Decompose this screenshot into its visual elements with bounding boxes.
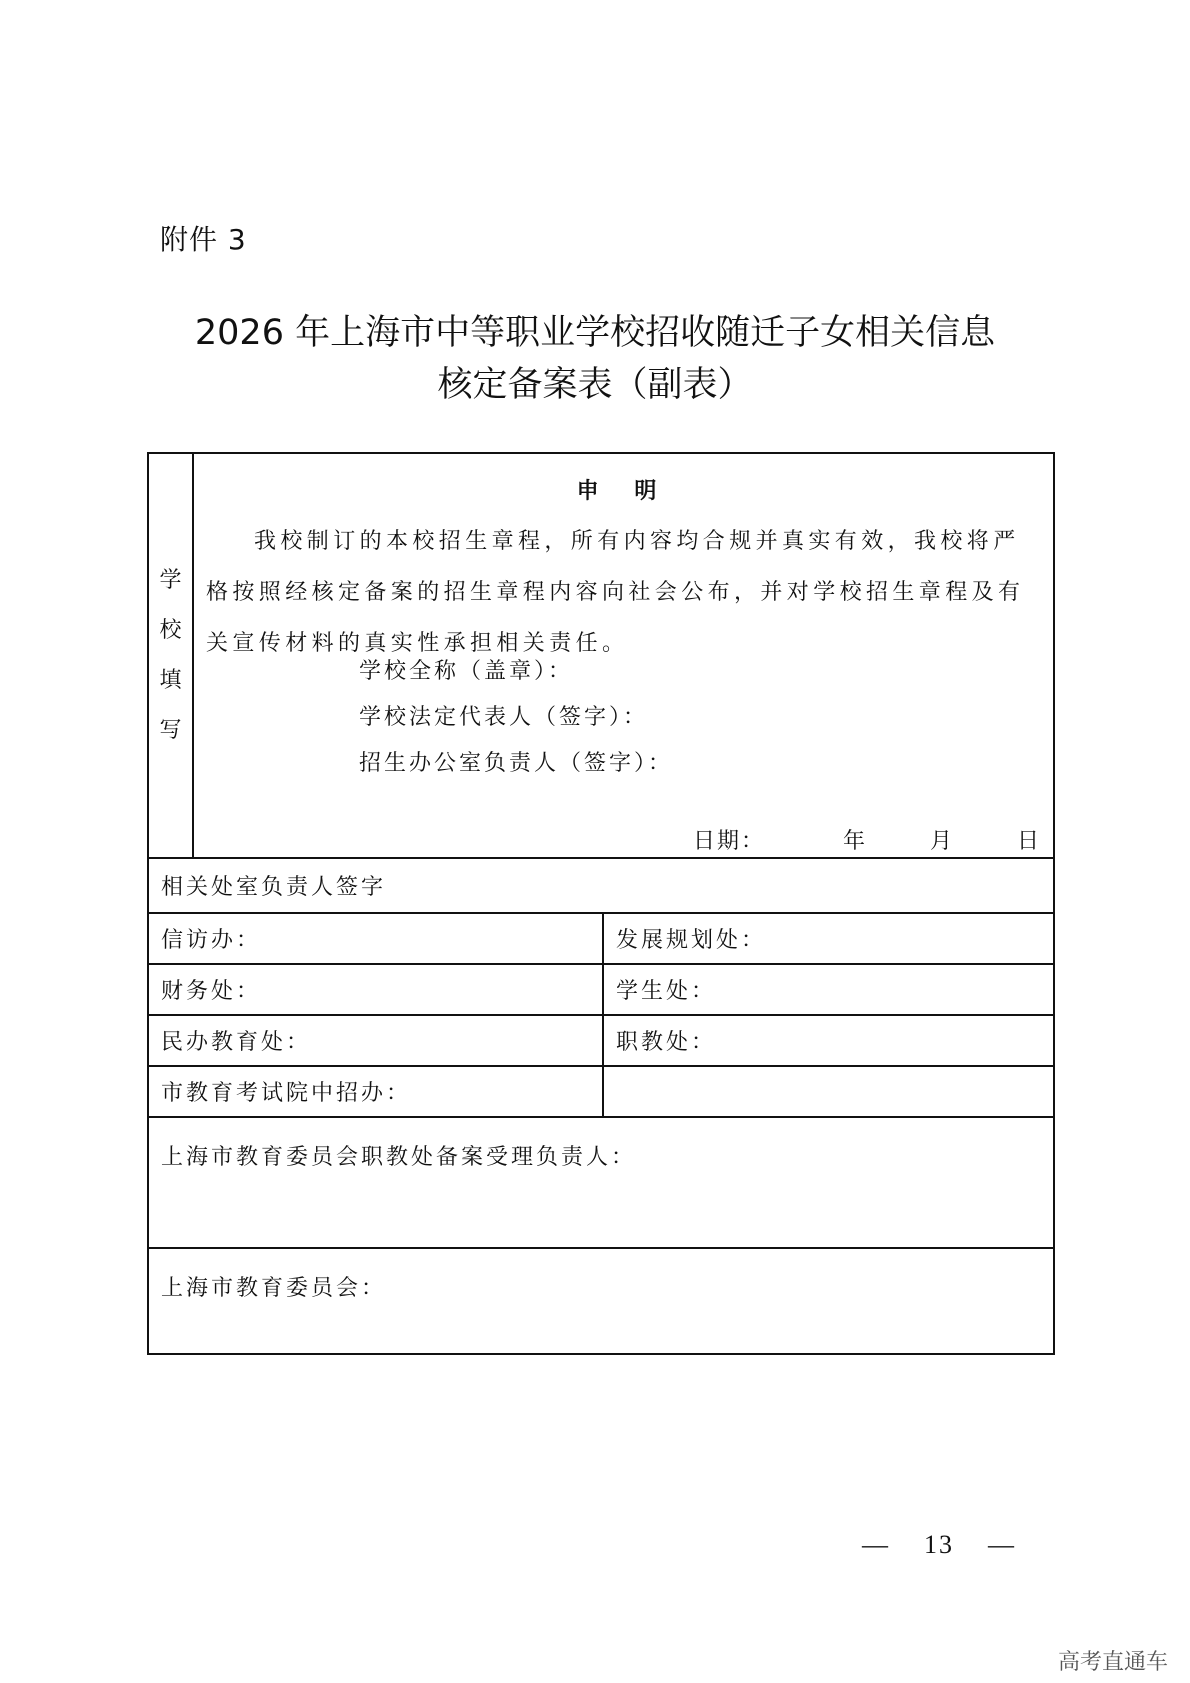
department-row <box>148 1066 1054 1117</box>
commission-row <box>148 1248 1054 1354</box>
document-title-line1: 2026 年上海市中等职业学校招收随迁子女相关信息 <box>194 313 996 353</box>
admissions-head-label: 招生办公室负责人（签字）： <box>359 751 674 776</box>
school-fill-side-label <box>148 453 193 858</box>
department-row <box>148 1015 1054 1066</box>
department-header-row <box>148 858 1054 913</box>
side-char: 校 <box>159 617 182 643</box>
filing-form-table <box>147 452 1055 1355</box>
filing-person-row <box>148 1117 1054 1248</box>
legal-rep-label: 学校法定代表人（签字）： <box>359 705 649 730</box>
side-char: 填 <box>159 667 182 693</box>
month-label: 月 <box>929 829 954 854</box>
page-number: — 13 — <box>862 1530 1016 1559</box>
commission-field: 上海市教育委员会： <box>148 1248 1054 1354</box>
planning-office-field: 发展规划处： <box>603 913 1054 964</box>
attachment-label: 附件 3 <box>160 223 247 256</box>
department-row <box>148 964 1054 1015</box>
petition-office-field: 信访办： <box>148 913 603 964</box>
day-label: 日 <box>1016 829 1041 854</box>
department-header: 相关处室负责人签字 <box>148 858 1054 913</box>
filing-person-field: 上海市教育委员会职教处备案受理负责人： <box>148 1117 1054 1248</box>
finance-office-field: 财务处： <box>148 964 603 1015</box>
school-section-row <box>148 453 1054 858</box>
document-title-line2: 核定备案表（副表） <box>437 365 753 405</box>
empty-cell <box>603 1066 1054 1117</box>
private-edu-office-field: 民办教育处： <box>148 1015 603 1066</box>
department-row <box>148 913 1054 964</box>
watermark: 高考直通车 <box>1057 1650 1168 1675</box>
declaration-heading: 申 明 <box>576 479 671 504</box>
date-label: 日期： <box>692 829 765 854</box>
declaration-statement: 我校制订的本校招生章程，所有内容均合规并真实有效，我校将严格按照经核定备案的招生章程内容向社会公布，并对学校招生章程及有关宣传材料的真实性承担相关责任。 <box>206 529 1025 656</box>
vocational-office-field: 职教处： <box>603 1015 1054 1066</box>
year-label: 年 <box>842 829 867 854</box>
side-char: 学 <box>159 567 182 593</box>
declaration-cell <box>193 453 1054 858</box>
school-name-label: 学校全称（盖章）： <box>359 659 574 684</box>
date-line <box>693 824 1041 855</box>
side-char: 写 <box>159 717 182 743</box>
exam-office-field: 市教育考试院中招办： <box>148 1066 603 1117</box>
student-office-field: 学生处： <box>603 964 1054 1015</box>
